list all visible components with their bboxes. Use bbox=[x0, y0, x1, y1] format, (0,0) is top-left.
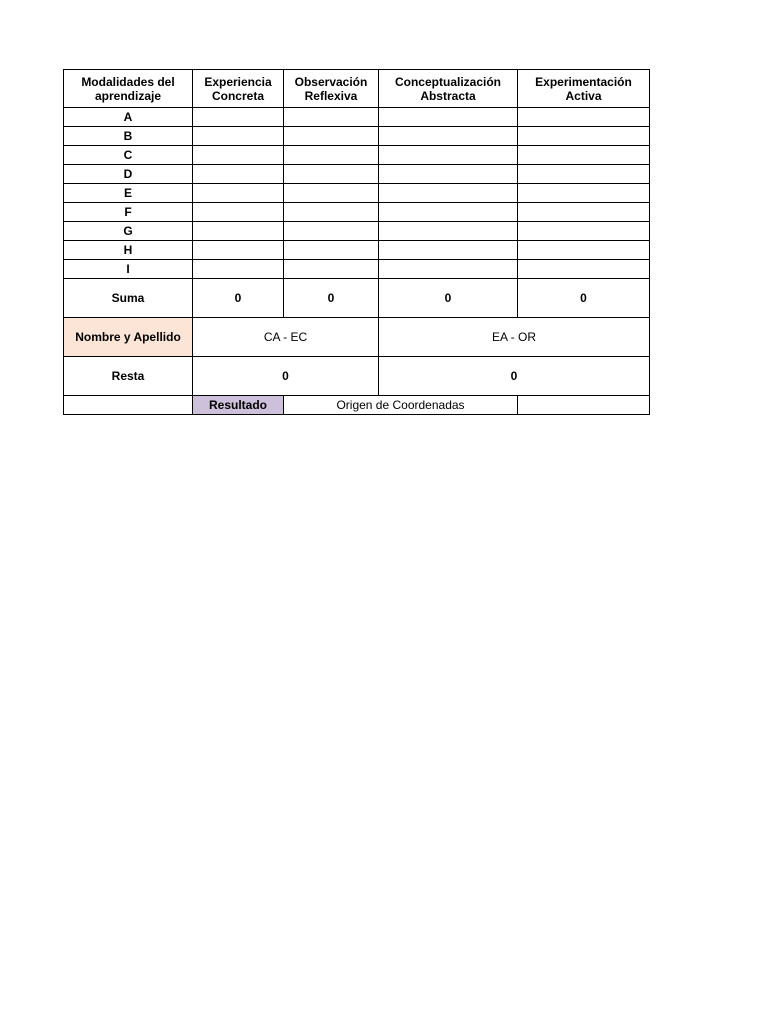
cell-f-or[interactable] bbox=[284, 203, 379, 222]
table-row bbox=[64, 165, 650, 184]
table-row bbox=[64, 127, 650, 146]
cell-d-or[interactable] bbox=[284, 165, 379, 184]
cell-c-ca[interactable] bbox=[379, 146, 518, 165]
nombre-row bbox=[64, 318, 650, 357]
suma-ea-value[interactable]: 0 bbox=[518, 279, 650, 318]
resta-row bbox=[64, 357, 650, 396]
resultado-row bbox=[64, 396, 650, 415]
cell-b-ec[interactable] bbox=[193, 127, 284, 146]
cell-b-ca[interactable] bbox=[379, 127, 518, 146]
row-label-g[interactable]: G bbox=[64, 222, 193, 241]
cell-g-ea[interactable] bbox=[518, 222, 650, 241]
cell-e-or[interactable] bbox=[284, 184, 379, 203]
row-label-c[interactable]: C bbox=[64, 146, 193, 165]
cell-c-ea[interactable] bbox=[518, 146, 650, 165]
table-row bbox=[64, 260, 650, 279]
cell-c-ec[interactable] bbox=[193, 146, 284, 165]
cell-g-ec[interactable] bbox=[193, 222, 284, 241]
cell-e-ec[interactable] bbox=[193, 184, 284, 203]
table-row bbox=[64, 241, 650, 260]
header-conceptualizacion-abstracta[interactable]: Conceptualización Abstracta bbox=[379, 70, 518, 108]
resultado-value[interactable]: Origen de Coordenadas bbox=[284, 396, 518, 415]
cell-h-or[interactable] bbox=[284, 241, 379, 260]
header-observacion-reflexiva[interactable]: Observación Reflexiva bbox=[284, 70, 379, 108]
cell-e-ca[interactable] bbox=[379, 184, 518, 203]
cell-d-ec[interactable] bbox=[193, 165, 284, 184]
row-label-b[interactable]: B bbox=[64, 127, 193, 146]
row-label-d[interactable]: D bbox=[64, 165, 193, 184]
suma-label[interactable]: Suma bbox=[64, 279, 193, 318]
cell-f-ea[interactable] bbox=[518, 203, 650, 222]
cell-f-ec[interactable] bbox=[193, 203, 284, 222]
suma-or-value[interactable]: 0 bbox=[284, 279, 379, 318]
header-experimentacion-activa[interactable]: Experimentación Activa bbox=[518, 70, 650, 108]
table-row bbox=[64, 184, 650, 203]
table-row bbox=[64, 146, 650, 165]
cell-i-ec[interactable] bbox=[193, 260, 284, 279]
row-label-i[interactable]: I bbox=[64, 260, 193, 279]
resta-ea-or-value[interactable]: 0 bbox=[379, 357, 650, 396]
nombre-apellido-label[interactable]: Nombre y Apellido bbox=[64, 318, 193, 357]
cell-b-or[interactable] bbox=[284, 127, 379, 146]
cell-f-ca[interactable] bbox=[379, 203, 518, 222]
cell-a-ea[interactable] bbox=[518, 108, 650, 127]
resultado-empty-cell[interactable] bbox=[64, 396, 193, 415]
suma-row bbox=[64, 279, 650, 318]
table-row bbox=[64, 108, 650, 127]
row-label-a[interactable]: A bbox=[64, 108, 193, 127]
learning-styles-table bbox=[63, 69, 650, 415]
cell-d-ea[interactable] bbox=[518, 165, 650, 184]
resta-ca-ec-value[interactable]: 0 bbox=[193, 357, 379, 396]
header-modalidades[interactable]: Modalidades del aprendizaje bbox=[64, 70, 193, 108]
resta-label[interactable]: Resta bbox=[64, 357, 193, 396]
ca-ec-label[interactable]: CA - EC bbox=[193, 318, 379, 357]
row-label-e[interactable]: E bbox=[64, 184, 193, 203]
cell-g-or[interactable] bbox=[284, 222, 379, 241]
table-row bbox=[64, 203, 650, 222]
cell-h-ca[interactable] bbox=[379, 241, 518, 260]
cell-h-ec[interactable] bbox=[193, 241, 284, 260]
table-row bbox=[64, 222, 650, 241]
resultado-extra-cell[interactable] bbox=[518, 396, 650, 415]
cell-b-ea[interactable] bbox=[518, 127, 650, 146]
suma-ec-value[interactable]: 0 bbox=[193, 279, 284, 318]
cell-e-ea[interactable] bbox=[518, 184, 650, 203]
suma-ca-value[interactable]: 0 bbox=[379, 279, 518, 318]
cell-i-ca[interactable] bbox=[379, 260, 518, 279]
header-row bbox=[64, 70, 650, 108]
header-experiencia-concreta[interactable]: Experiencia Concreta bbox=[193, 70, 284, 108]
row-label-h[interactable]: H bbox=[64, 241, 193, 260]
resultado-label[interactable]: Resultado bbox=[193, 396, 284, 415]
cell-a-ca[interactable] bbox=[379, 108, 518, 127]
cell-a-ec[interactable] bbox=[193, 108, 284, 127]
cell-a-or[interactable] bbox=[284, 108, 379, 127]
cell-g-ca[interactable] bbox=[379, 222, 518, 241]
row-label-f[interactable]: F bbox=[64, 203, 193, 222]
cell-d-ca[interactable] bbox=[379, 165, 518, 184]
cell-i-or[interactable] bbox=[284, 260, 379, 279]
cell-c-or[interactable] bbox=[284, 146, 379, 165]
ea-or-label[interactable]: EA - OR bbox=[379, 318, 650, 357]
cell-i-ea[interactable] bbox=[518, 260, 650, 279]
cell-h-ea[interactable] bbox=[518, 241, 650, 260]
